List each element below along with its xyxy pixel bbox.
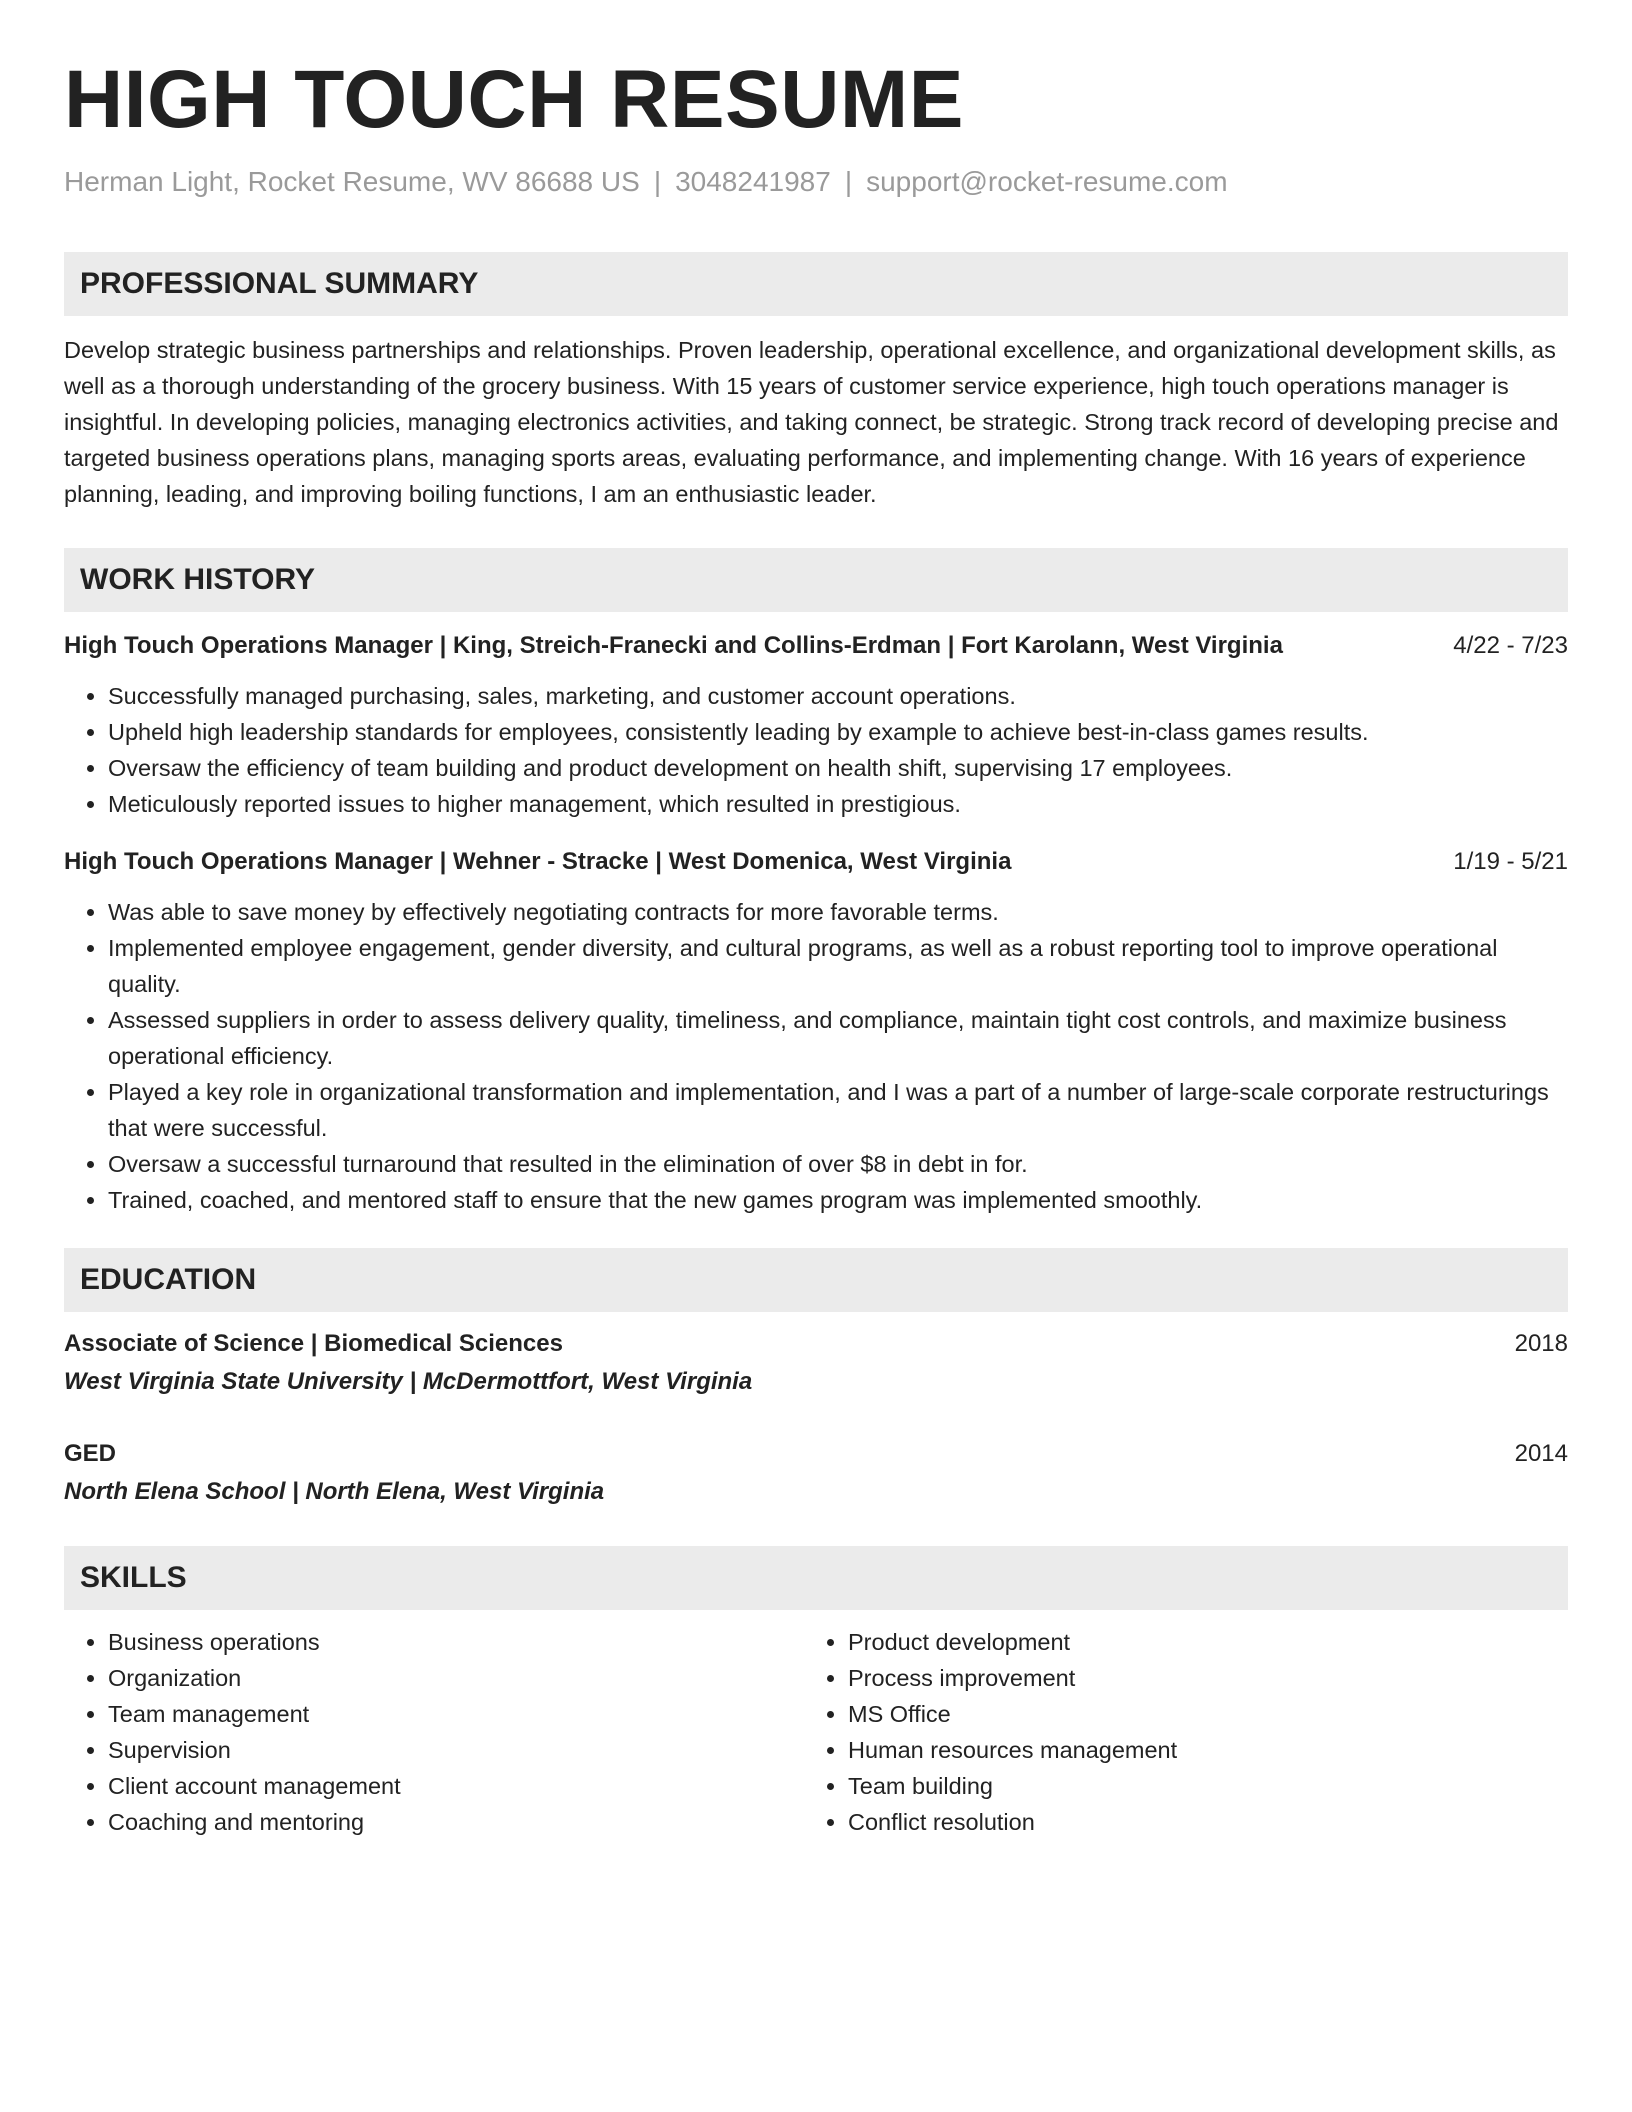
skills-list-right [804,1624,1564,1840]
education-header [64,1326,1568,1362]
education-school: North Elena School | North Elena, West Virginia [64,1478,605,1505]
education-school: West Virginia State University | McDermottfort, West Virginia [64,1368,753,1395]
skill-item: • Process improvement [848,1660,1564,1696]
contact-separator: | [844,166,853,197]
contact-separator: | [653,166,662,197]
education-year: 2018 [1514,1330,1568,1357]
skill-item: • Human resources management [848,1732,1564,1768]
skill-item: • Client account management [108,1768,804,1804]
summary-text: Develop strategic business partnerships and relationships. Proven leadership, operational excellence, and organizational development skills, as well as a thorough understanding of the grocery business. With 15 years of customer service experience, high touch operations manager is insightful. In developing policies, managing electronics activities, and taking connect, be strategic. Strong track record of developing precise and targeted business operations plans, managing sports areas, evaluating performance, and implementing change. With 16 years of experience planning, leading, and improving boiling functions, I am an enthusiastic leader. [64,337,1559,507]
job-bullet: • Was able to save money by effectively negotiating contracts for more favorable terms. [108,894,1568,930]
job-title: High Touch Operations Manager | King, Streich-Franecki and Collins-Erdman | Fort Karolann, West Virginia [64,632,1283,659]
section-heading-skills: SKILLS [64,1546,1568,1610]
job-bullet: • Upheld high leadership standards for employees, consistently leading by example to achieve best-in-class games results. [108,714,1568,750]
education-entry [64,1436,1568,1512]
job-bullet: • Oversaw the efficiency of team building and product development on health shift, supervising 17 employees. [108,750,1568,786]
section-heading-work: WORK HISTORY [64,548,1568,612]
job-dates: 4/22 - 7/23 [1453,632,1568,659]
job-entry [64,628,1568,822]
skill-item: • Coaching and mentoring [108,1804,804,1840]
job-header [64,628,1568,664]
job-bullet: • Trained, coached, and mentored staff to ensure that the new games program was implemented smoothly. [108,1182,1568,1218]
job-bullet: • Implemented employee engagement, gender diversity, and cultural programs, as well as a robust reporting tool to improve operational quality. [108,930,1568,1002]
job-bullet: • Assessed suppliers in order to assess delivery quality, timeliness, and compliance, maintain tight cost controls, and maximize business operational efficiency. [108,1002,1568,1074]
job-bullet: • Oversaw a successful turnaround that resulted in the elimination of over $8 in debt in for. [108,1146,1568,1182]
contact-address: Herman Light, Rocket Resume, WV 86688 US [64,166,640,197]
job-title: High Touch Operations Manager | Wehner - Stracke | West Domenica, West Virginia [64,848,1012,875]
section-heading-summary: PROFESSIONAL SUMMARY [64,252,1568,316]
skill-item: • Team management [108,1696,804,1732]
skills-list-left [64,1624,804,1840]
contact-email: support@rocket-resume.com [866,166,1228,197]
section-heading-education: EDUCATION [64,1248,1568,1312]
education-degree: Associate of Science | Biomedical Sciences [64,1330,563,1357]
job-bullet: • Played a key role in organizational transformation and implementation, and I was a part of a number of large-scale corporate restructurings that were successful. [108,1074,1568,1146]
skill-item: • Team building [848,1768,1564,1804]
skill-item: • Product development [848,1624,1564,1660]
skill-item: • Conflict resolution [848,1804,1564,1840]
education-entry [64,1326,1568,1402]
job-header [64,844,1568,880]
job-bullet: • Meticulously reported issues to higher management, which resulted in prestigious. [108,786,1568,822]
education-degree: GED [64,1440,117,1467]
job-bullets [64,894,1568,1218]
contact-line [64,164,1568,200]
skill-item: • Business operations [108,1624,804,1660]
skill-item: • Organization [108,1660,804,1696]
job-bullets [64,678,1568,822]
education-year: 2014 [1514,1440,1568,1467]
education-header [64,1436,1568,1472]
skill-item: • MS Office [848,1696,1564,1732]
job-entry [64,844,1568,1218]
job-bullet: • Successfully managed purchasing, sales, marketing, and customer account operations. [108,678,1568,714]
resume-name: HIGH TOUCH RESUME [64,54,964,145]
skills-grid [64,1624,1568,1840]
contact-phone: 3048241987 [675,166,831,197]
skill-item: • Supervision [108,1732,804,1768]
job-dates: 1/19 - 5/21 [1453,848,1568,875]
